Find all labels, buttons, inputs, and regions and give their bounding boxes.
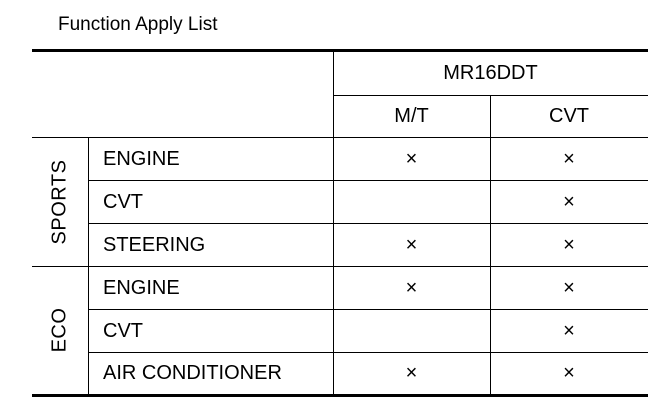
mt-apply-mark: × bbox=[405, 362, 418, 384]
mt-apply-mark: × bbox=[405, 276, 418, 299]
cvt-apply-mark: × bbox=[563, 319, 575, 342]
mt-column-header: M/T bbox=[394, 105, 429, 127]
cvt-apply-mark: × bbox=[563, 362, 575, 384]
function-cell: AIR CONDITIONER bbox=[103, 362, 282, 384]
cvt-column-header: CVT bbox=[549, 105, 589, 127]
mt-apply-mark: × bbox=[405, 233, 418, 256]
cvt-apply-mark: × bbox=[563, 276, 575, 299]
function-cell: CVT bbox=[103, 190, 143, 213]
function-cell: ENGINE bbox=[103, 147, 180, 170]
mt-apply-mark bbox=[333, 310, 490, 352]
function-cell: CVT bbox=[103, 319, 143, 342]
mt-apply-mark bbox=[333, 181, 490, 223]
table-caption: Function Apply List bbox=[58, 14, 218, 35]
cvt-apply-mark: × bbox=[563, 190, 575, 213]
function-cell: ENGINE bbox=[103, 276, 180, 299]
function-cell: STEERING bbox=[103, 233, 206, 256]
cvt-apply-mark: × bbox=[563, 147, 575, 170]
engine-model-header: MR16DDT bbox=[443, 62, 538, 84]
mt-apply-mark: × bbox=[405, 147, 418, 170]
table-bottom-rule bbox=[32, 394, 648, 397]
cvt-apply-mark: × bbox=[563, 233, 575, 256]
